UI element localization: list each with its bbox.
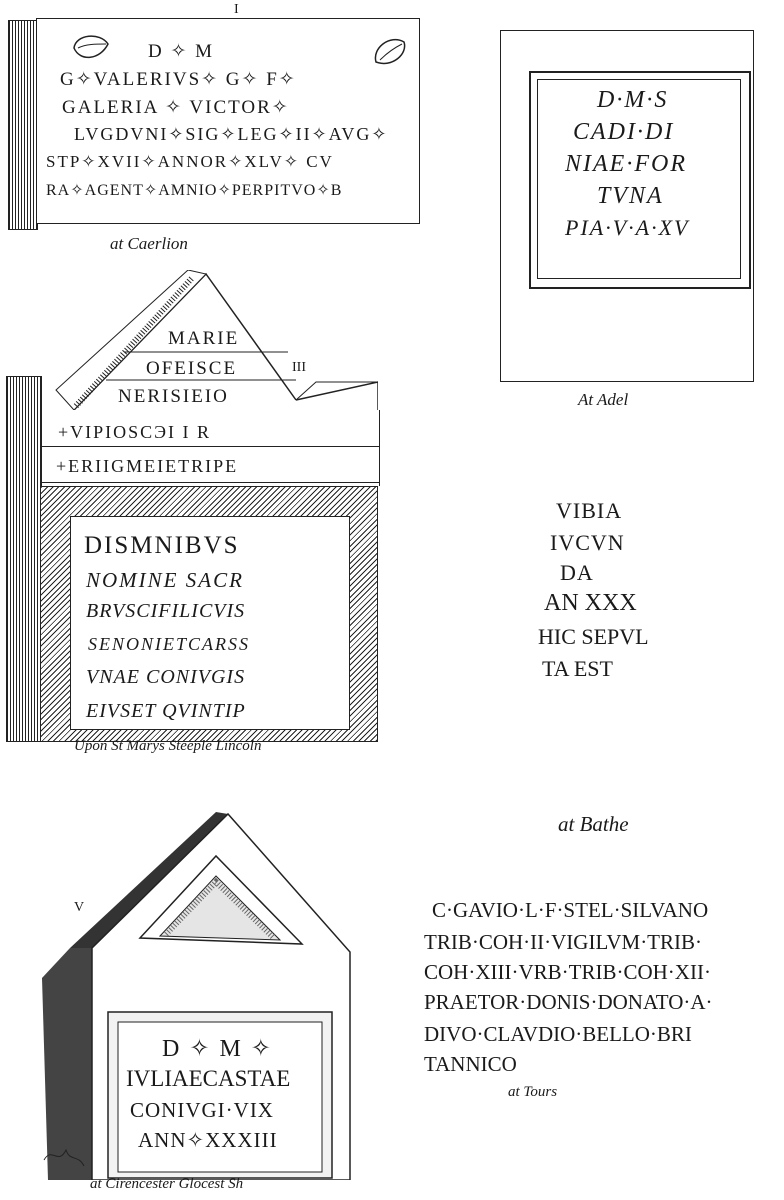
- inscription-line-4: LVGDVNI✧SIG✧LEG✧II✧AVG✧: [74, 124, 389, 144]
- cirencester-line-4: ANN✧XXXIII: [138, 1128, 278, 1152]
- bathe-line-4: AN XXX: [544, 590, 637, 616]
- bathe-line-2: IVCVN: [550, 530, 625, 555]
- caption-cirencester: at Cirencester Glocest Sh: [90, 1176, 244, 1192]
- tours-line-2: TRIB·COH·II·VIGILVM·TRIB·: [424, 930, 703, 954]
- adel-line-5: PIA·V·A·XV: [565, 215, 690, 240]
- adel-line-3: NIAE·FOR: [565, 151, 687, 177]
- band-line-1: +VIPIOSCЭI I R: [58, 422, 212, 442]
- lincoln-line-1: DISMNIBVS: [84, 532, 240, 559]
- plate-number: III: [292, 360, 306, 375]
- lincoln-line-2: NOMINE SACR: [86, 568, 244, 592]
- plate-lincoln: [6, 270, 378, 740]
- cirencester-gable: [40, 810, 360, 1180]
- tours-line-1: C·GAVIO·L·F·STEL·SILVANO: [432, 898, 709, 922]
- cirencester-line-1: D ✧ M ✧: [162, 1036, 273, 1062]
- caption-tours: at Tours: [508, 1084, 558, 1100]
- plate-adel: [500, 30, 754, 382]
- lincoln-side-shading: [6, 376, 42, 742]
- caption-lincoln: Upon St Marys Steeple Lincoln: [74, 738, 262, 754]
- tours-line-4: PRAETOR·DONIS·DONATO·A·: [424, 990, 713, 1014]
- gable-line-2: OFEISCE: [146, 358, 238, 379]
- plate-cirencester: [40, 810, 360, 1180]
- bathe-line-3: DA: [560, 560, 594, 585]
- plate-number: V: [74, 900, 85, 915]
- lincoln-line-5: VNAE CONIVGIS: [86, 666, 246, 688]
- inscription-line-3: GALERIA ✧ VICTOR✧: [62, 97, 290, 118]
- lincoln-line-4: SENONIETCARSS: [88, 634, 251, 654]
- adel-line-2: CADI·DI: [573, 119, 675, 145]
- band-line-2: +ERIIGMEIETRIPE: [56, 456, 239, 476]
- caption-caerlion: at Caerlion: [110, 234, 188, 253]
- adel-line-4: TVNA: [597, 183, 664, 209]
- inscription-line-2: G✧VALERIVS✧ G✧ F✧: [60, 69, 297, 90]
- cirencester-line-3: CONIVGI·VIX: [130, 1098, 274, 1122]
- gable-line-3: NERISIEIO: [118, 386, 229, 407]
- bathe-line-1: VIBIA: [556, 498, 623, 523]
- bathe-line-5: HIC SEPVL: [538, 624, 649, 649]
- leaf-ornament-right: [370, 32, 410, 70]
- plate-caerlion: [8, 2, 420, 230]
- lincoln-line-3: BRVSCIFILICVIS: [86, 600, 246, 622]
- inscription-line-6: RA✧AGENT✧AMNIO✧PERPITVO✧B: [46, 182, 343, 199]
- tours-line-6: TANNICO: [424, 1052, 517, 1076]
- plate-bathe: [530, 498, 660, 688]
- caption-adel: At Adel: [578, 390, 629, 409]
- caption-bathe: at Bathe: [558, 812, 629, 836]
- adel-line-1: D·M·S: [597, 87, 669, 113]
- inscription-line-5: STP✧XVII✧ANNOR✧XLV✧ CV: [46, 152, 334, 171]
- tours-line-5: DIVO·CLAVDIO·BELLO·BRI: [424, 1022, 692, 1046]
- gable-line-1: MARIE: [168, 328, 240, 349]
- bathe-line-6: TA EST: [542, 656, 613, 681]
- inscription-line-1: D ✧ M: [148, 41, 215, 62]
- cirencester-line-2: IVLIAECASTAE: [126, 1066, 291, 1091]
- plate-number: I: [234, 2, 239, 17]
- leaf-ornament-left: [70, 30, 112, 66]
- plate-tours: [420, 898, 776, 1088]
- stone-side-shading: [8, 20, 38, 230]
- tours-line-3: COH·XIII·VRB·TRIB·COH·XII·: [424, 960, 711, 984]
- lincoln-line-6: EIVSET QVINTIP: [86, 700, 246, 722]
